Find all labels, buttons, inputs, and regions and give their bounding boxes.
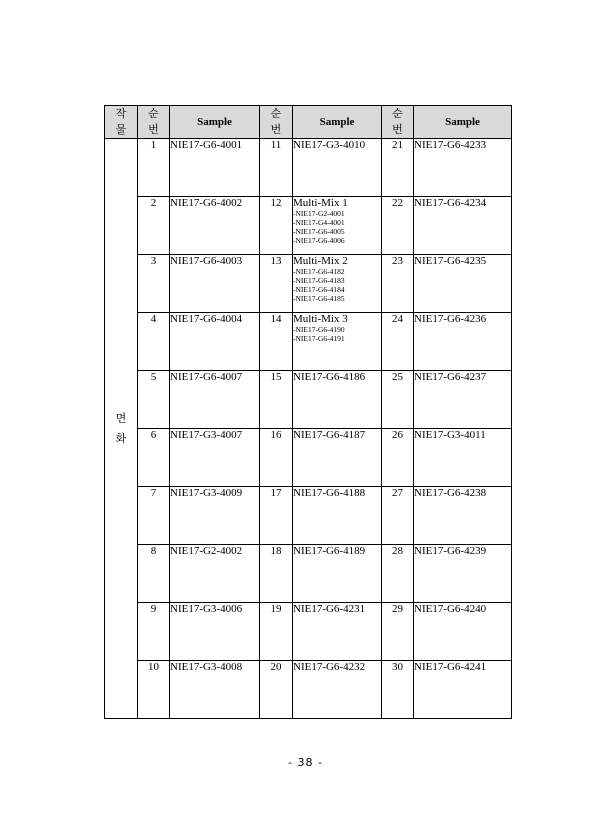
order-number: 5 bbox=[138, 371, 170, 429]
order-number: 14 bbox=[260, 313, 293, 371]
order-number: 21 bbox=[382, 139, 414, 197]
order-number: 30 bbox=[382, 661, 414, 719]
multi-mix-component: -NIE17-G6-4184 bbox=[293, 285, 345, 294]
order-number: 9 bbox=[138, 603, 170, 661]
sample-cell: NIE17-G6-4186 bbox=[293, 371, 382, 429]
multi-mix-component: -NIE17-G6-4190 bbox=[293, 325, 345, 334]
multi-mix-title: Multi-Mix 2 bbox=[293, 255, 348, 267]
order-number: 28 bbox=[382, 545, 414, 603]
order-number: 2 bbox=[138, 197, 170, 255]
sample-cell: NIE17-G6-4001 bbox=[170, 139, 260, 197]
sample-table bbox=[104, 105, 512, 719]
crop-name-bottom: 화 bbox=[115, 431, 127, 445]
header-sample-3: Sample bbox=[414, 106, 512, 139]
order-number: 25 bbox=[382, 371, 414, 429]
sample-cell: NIE17-G3-4007 bbox=[170, 429, 260, 487]
crop-name-cell bbox=[105, 139, 138, 719]
order-number: 29 bbox=[382, 603, 414, 661]
header-sample-2: Sample bbox=[293, 106, 382, 139]
multi-mix-component: -NIE17-G2-4001 bbox=[293, 209, 345, 218]
sample-cell bbox=[293, 197, 382, 255]
order-number: 7 bbox=[138, 487, 170, 545]
table-row bbox=[105, 545, 512, 603]
sample-cell: NIE17-G6-4007 bbox=[170, 371, 260, 429]
sample-cell: NIE17-G6-4188 bbox=[293, 487, 382, 545]
sample-cell: NIE17-G6-4241 bbox=[414, 661, 512, 719]
order-number: 15 bbox=[260, 371, 293, 429]
sample-cell: NIE17-G3-4006 bbox=[170, 603, 260, 661]
table-row bbox=[105, 487, 512, 545]
sample-cell: NIE17-G2-4002 bbox=[170, 545, 260, 603]
table-row bbox=[105, 255, 512, 313]
order-number: 26 bbox=[382, 429, 414, 487]
table-body bbox=[105, 139, 512, 719]
multi-mix-component: -NIE17-G4-4001 bbox=[293, 218, 345, 227]
order-number: 22 bbox=[382, 197, 414, 255]
table-row bbox=[105, 603, 512, 661]
sample-cell: NIE17-G6-4239 bbox=[414, 545, 512, 603]
multi-mix-component: -NIE17-G6-4182 bbox=[293, 267, 345, 276]
table-row bbox=[105, 429, 512, 487]
sample-cell: NIE17-G6-4238 bbox=[414, 487, 512, 545]
sample-cell: NIE17-G6-4232 bbox=[293, 661, 382, 719]
multi-mix-title: Multi-Mix 1 bbox=[293, 197, 348, 209]
sample-cell: NIE17-G6-4002 bbox=[170, 197, 260, 255]
order-number: 1 bbox=[138, 139, 170, 197]
sample-cell: NIE17-G6-4234 bbox=[414, 197, 512, 255]
sample-cell: NIE17-G6-4236 bbox=[414, 313, 512, 371]
table-row bbox=[105, 197, 512, 255]
order-number: 23 bbox=[382, 255, 414, 313]
sample-cell: NIE17-G3-4009 bbox=[170, 487, 260, 545]
multi-mix-component: -NIE17-G6-4183 bbox=[293, 276, 345, 285]
order-number: 10 bbox=[138, 661, 170, 719]
header-order-3: 순 번 bbox=[382, 106, 414, 139]
sample-cell: NIE17-G3-4010 bbox=[293, 139, 382, 197]
order-number: 6 bbox=[138, 429, 170, 487]
multi-mix-component: -NIE17-G6-4185 bbox=[293, 294, 345, 303]
table-row bbox=[105, 313, 512, 371]
sample-cell bbox=[293, 313, 382, 371]
order-number: 8 bbox=[138, 545, 170, 603]
order-number: 3 bbox=[138, 255, 170, 313]
table-row bbox=[105, 661, 512, 719]
order-number: 13 bbox=[260, 255, 293, 313]
order-number: 4 bbox=[138, 313, 170, 371]
header-crop: 작 물 bbox=[105, 106, 138, 139]
page-number: - 38 - bbox=[288, 756, 323, 769]
order-number: 20 bbox=[260, 661, 293, 719]
order-number: 11 bbox=[260, 139, 293, 197]
order-number: 12 bbox=[260, 197, 293, 255]
header-order-2: 순 번 bbox=[260, 106, 293, 139]
sample-cell: NIE17-G6-4187 bbox=[293, 429, 382, 487]
sample-cell: NIE17-G6-4004 bbox=[170, 313, 260, 371]
sample-cell: NIE17-G3-4008 bbox=[170, 661, 260, 719]
order-number: 16 bbox=[260, 429, 293, 487]
table-row bbox=[105, 371, 512, 429]
multi-mix-title: Multi-Mix 3 bbox=[293, 313, 348, 325]
order-number: 27 bbox=[382, 487, 414, 545]
order-number: 19 bbox=[260, 603, 293, 661]
order-number: 18 bbox=[260, 545, 293, 603]
multi-mix-component: -NIE17-G6-4191 bbox=[293, 334, 345, 343]
header-order-1: 순 번 bbox=[138, 106, 170, 139]
sample-cell: NIE17-G6-4237 bbox=[414, 371, 512, 429]
multi-mix-component: -NIE17-G6-4006 bbox=[293, 236, 345, 245]
sample-cell: NIE17-G6-4235 bbox=[414, 255, 512, 313]
sample-cell: NIE17-G6-4231 bbox=[293, 603, 382, 661]
sample-cell: NIE17-G6-4240 bbox=[414, 603, 512, 661]
table-row bbox=[105, 139, 512, 197]
multi-mix-component: -NIE17-G6-4005 bbox=[293, 227, 345, 236]
order-number: 17 bbox=[260, 487, 293, 545]
sample-cell: NIE17-G6-4189 bbox=[293, 545, 382, 603]
order-number: 24 bbox=[382, 313, 414, 371]
table-header bbox=[105, 106, 512, 139]
sample-cell bbox=[293, 255, 382, 313]
crop-name-top: 면 bbox=[115, 411, 127, 425]
sample-cell: NIE17-G3-4011 bbox=[414, 429, 512, 487]
header-sample-1: Sample bbox=[170, 106, 260, 139]
sample-cell: NIE17-G6-4003 bbox=[170, 255, 260, 313]
sample-cell: NIE17-G6-4233 bbox=[414, 139, 512, 197]
